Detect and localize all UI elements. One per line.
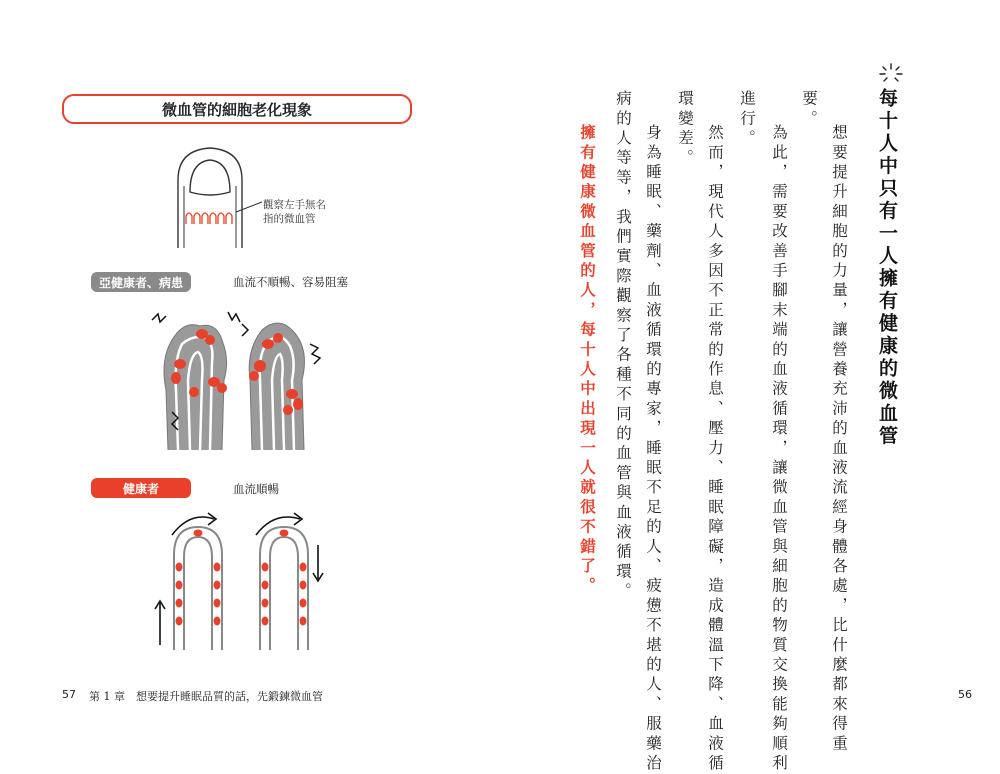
unhealthy-badge: 亞健康者、病患 <box>91 272 191 292</box>
body-column-5: 然而，現代人多因不正常的作息、壓力、睡眠障礙，造成體溫下降、血液循 <box>706 124 724 774</box>
sparkle-icon <box>878 62 904 84</box>
body-column-6: 環變差。 <box>676 90 694 169</box>
unhealthy-capillaries-illustration <box>150 300 340 460</box>
healthy-caption: 血流順暢 <box>233 482 279 496</box>
finger-illustration <box>170 140 270 250</box>
right-page-number: 56 <box>958 688 972 701</box>
body-column-4: 進行。 <box>738 90 756 150</box>
running-head: 第 1 章 想要提升睡眠品質的話，先鍛鍊微血管 <box>89 690 323 703</box>
unhealthy-caption: 血流不順暢、容易阻塞 <box>233 275 348 289</box>
article-heading: 每十人中只有一人擁有健康的微血管 <box>876 88 898 448</box>
body-column-8: 病的人等等，我們實際觀察了各種不同的血管與血液循環。 <box>614 90 632 603</box>
finger-label: 觀察左手無名指的微血管 <box>263 199 326 225</box>
healthy-capillaries-illustration <box>150 505 340 655</box>
body-column-2: 要。 <box>800 90 818 130</box>
left-page-number: 57 <box>62 688 76 701</box>
body-column-3: 為此，需要改善手腳末端的血液循環，讓微血管與細胞的物質交換能夠順利 <box>770 124 788 774</box>
highlight-column: 擁有健康微血管的人，每十人中出現一人就很不錯了。 <box>578 124 596 597</box>
body-column-1: 想要提升細胞的力量，讓營養充沛的血液流經身體各處，比什麼都來得重 <box>830 124 848 755</box>
healthy-badge: 健康者 <box>91 478 191 498</box>
body-column-7: 身為睡眠、藥劑、血液循環的專家，睡眠不足的人、疲憊不堪的人、服藥治 <box>644 124 662 774</box>
figure-title: 微血管的細胞老化現象 <box>62 94 412 124</box>
